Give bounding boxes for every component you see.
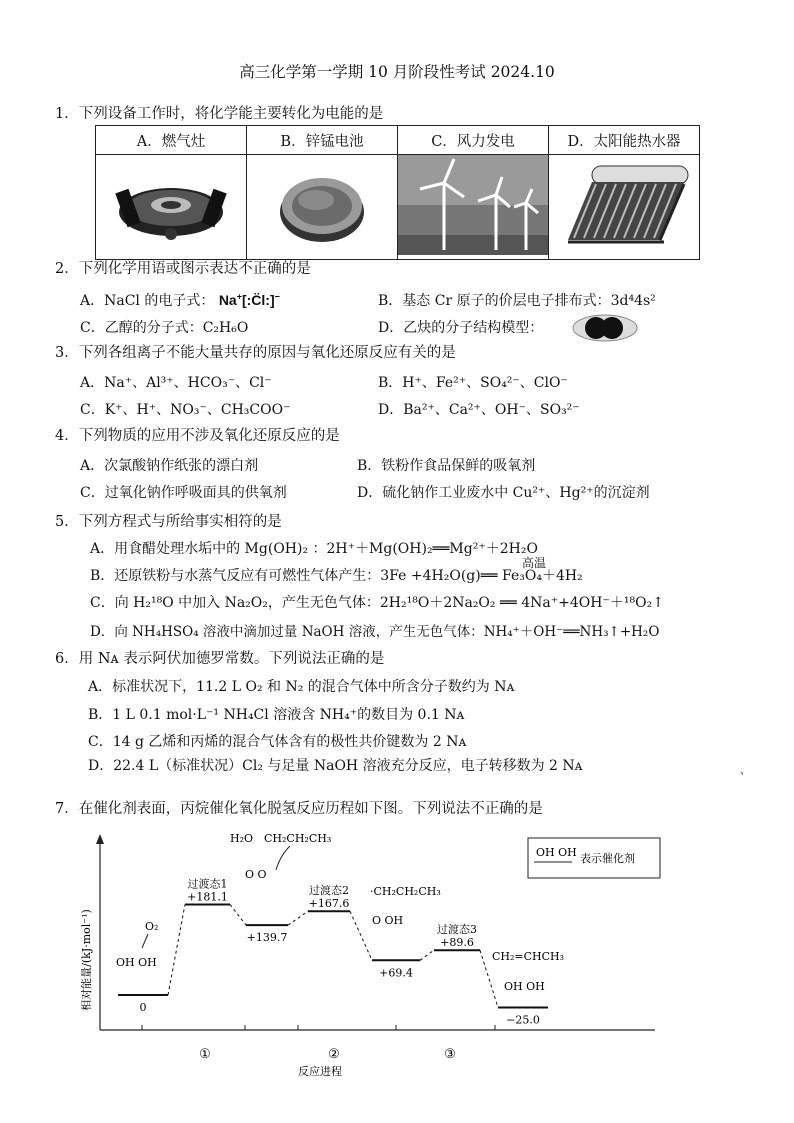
- solar-water-heater-image: [549, 155, 700, 260]
- step-label-1: ①: [199, 1047, 211, 1062]
- energy-value-4: +69.4: [379, 966, 413, 980]
- connector-1: [168, 904, 185, 995]
- q2-option-b: B．基态 Cr 原子的价层电子排布式：3d⁴4s²: [378, 293, 656, 309]
- question-1-stem: 1．下列设备工作时，将化学能主要转化为电能的是: [55, 106, 384, 122]
- energy-value-5: +89.6: [440, 936, 474, 950]
- legend-text: 表示催化剂: [580, 852, 635, 865]
- chart-legend: [528, 838, 660, 878]
- transition-state-5: 过渡态3: [437, 923, 477, 937]
- transition-state-1: 过渡态1: [187, 877, 228, 891]
- o2-arrow: [142, 934, 148, 948]
- wind-power-image: [398, 155, 549, 260]
- catalyst-oh-oh-2: OH OH: [504, 980, 545, 993]
- species-propene: CH₂=CHCH₃: [492, 950, 565, 963]
- energy-levels: [118, 876, 548, 1026]
- q6-option-d: D．22.4 L（标准状况）Cl₂ 与足量 NaOH 溶液充分反应，电子转移数为 2 Nᴀ: [88, 758, 583, 774]
- connector-3: [288, 911, 308, 925]
- energy-value-3: +167.6: [308, 897, 350, 911]
- species-h2o: H₂O: [230, 832, 254, 845]
- q4-option-a: A．次氯酸钠作纸张的漂白剂: [80, 458, 259, 474]
- species-o2: O₂: [145, 920, 159, 933]
- q3-option-a: A．Na⁺、Al³⁺、HCO₃⁻、Cl⁻: [80, 375, 272, 391]
- question-6-stem: 6．用 Nᴀ 表示阿伏加德罗常数。下列说法正确的是: [55, 651, 385, 667]
- connector-2: [230, 904, 246, 925]
- y-axis-arrow: [96, 834, 104, 844]
- acetylene-model-image: [570, 313, 640, 343]
- q4-option-c: C．过氧化钠作呼吸面具的供氧剂: [80, 485, 287, 501]
- connector-4: [350, 911, 372, 960]
- energy-value-0: 0: [139, 1001, 147, 1014]
- q4-option-d: D．硫化钠作工业废水中 Cu²⁺、Hg²⁺的沉淀剂: [357, 485, 650, 501]
- q5-b-condition: 高温: [522, 556, 547, 570]
- q2-option-c: C．乙醇的分子式：C₂H₆O: [80, 320, 249, 336]
- catalyst-o-o: O O: [245, 868, 267, 881]
- q5-option-c: C．向 H₂¹⁸O 中加入 Na₂O₂，产生无色气体：2H₂¹⁸O＋2Na₂O₂ ══ 4Na⁺+4OH⁻＋¹⁸O₂↑: [90, 595, 664, 611]
- x-axis-label: 反应进程: [298, 1065, 342, 1078]
- q5-option-a: A．用食醋处理水垢中的 Mg(OH)₂ ：2H⁺＋Mg(OH)₂══Mg²⁺＋2H₂O: [90, 541, 538, 557]
- q5-option-d: D．向 NH₄HSO₄ 溶液中滴加过量 NaOH 溶液，产生无色气体：NH₄⁺＋OH⁻══NH₃↑+H₂O: [90, 624, 660, 640]
- connector-5: [420, 950, 434, 960]
- energy-value-6: −25.0: [506, 1013, 540, 1027]
- question-2-stem: 2．下列化学用语或图示表达不正确的是: [55, 261, 311, 277]
- exam-title: 高三化学第一学期 10 月阶段性考试 2024.10: [239, 63, 555, 81]
- q6-option-b: B．1 L 0.1 mol·L⁻¹ NH₄Cl 溶液含 NH₄⁺的数目为 0.1 Nᴀ: [88, 707, 465, 723]
- q6-option-c: C．14 g 乙烯和丙烯的混合气体含有的极性共价键数为 2 Nᴀ: [88, 734, 467, 750]
- propane-arrow: [276, 846, 290, 870]
- catalyst-oh-oh-1: OH OH: [116, 956, 157, 969]
- energy-profile-chart: [80, 820, 700, 1080]
- q2-option-a: [80, 290, 280, 310]
- q2-option-a-text: A．NaCl 的电子式：: [80, 293, 215, 309]
- q3-option-b: B．H⁺、Fe²⁺、SO₄²⁻、ClO⁻: [378, 375, 568, 391]
- legend-symbol: OH OH: [536, 846, 577, 859]
- gas-stove-image: [96, 155, 247, 260]
- transition-state-3: 过渡态2: [309, 884, 349, 898]
- step-label-3: ③: [444, 1047, 456, 1062]
- question-5-stem: 5．下列方程式与所给事实相符的是: [55, 514, 282, 530]
- step-label-2: ②: [328, 1047, 340, 1062]
- stray-mark: 、: [740, 766, 750, 777]
- option-d-label: D．太阳能热水器: [549, 126, 700, 155]
- species-propane: CH₂CH₂CH₃: [264, 832, 332, 845]
- energy-value-2: +139.7: [246, 931, 288, 945]
- option-c-label: C．风力发电: [398, 126, 549, 155]
- question-3-stem: 3．下列各组离子不能大量共存的原因与氧化还原反应有关的是: [55, 345, 456, 361]
- question-7-stem: 7．在催化剂表面，丙烷催化氧化脱氢反应历程如下图。下列说法不正确的是: [55, 801, 543, 817]
- q2-option-d-text: D．乙炔的分子结构模型：: [378, 320, 544, 336]
- q3-option-d: D．Ba²⁺、Ca²⁺、OH⁻、SO₃²⁻: [378, 402, 580, 418]
- zinc-manganese-battery-image: [247, 155, 398, 260]
- q3-option-c: C．K⁺、H⁺、NO₃⁻、CH₃COO⁻: [80, 402, 291, 418]
- question-4-stem: 4．下列物质的应用不涉及氧化还原反应的是: [55, 428, 340, 444]
- option-a-label: A．燃气灶: [96, 126, 247, 155]
- option-b-label: B．锌锰电池: [247, 126, 398, 155]
- nacl-electron-formula: Na+[:C̈l:]−: [218, 291, 280, 308]
- q6-option-a: A．标准状况下，11.2 L O₂ 和 N₂ 的混合气体中所含分子数约为 Nᴀ: [88, 679, 515, 695]
- y-axis-label: 相对能量/(kJ·mol⁻¹): [80, 909, 93, 1011]
- species-propyl: ·CH₂CH₂CH₃: [370, 885, 441, 898]
- device-table: [95, 125, 700, 260]
- energy-value-1: +181.1: [187, 890, 228, 904]
- catalyst-o-oh: O OH: [372, 914, 404, 927]
- q2-option-d: [378, 317, 543, 337]
- q4-option-b: B．铁粉作食品保鲜的吸氧剂: [357, 458, 536, 474]
- q5-option-b: B．还原铁粉与水蒸气反应有可燃性气体产生：3Fe +4H₂O(g)══ Fe₃O₄＋4H₂: [90, 568, 583, 584]
